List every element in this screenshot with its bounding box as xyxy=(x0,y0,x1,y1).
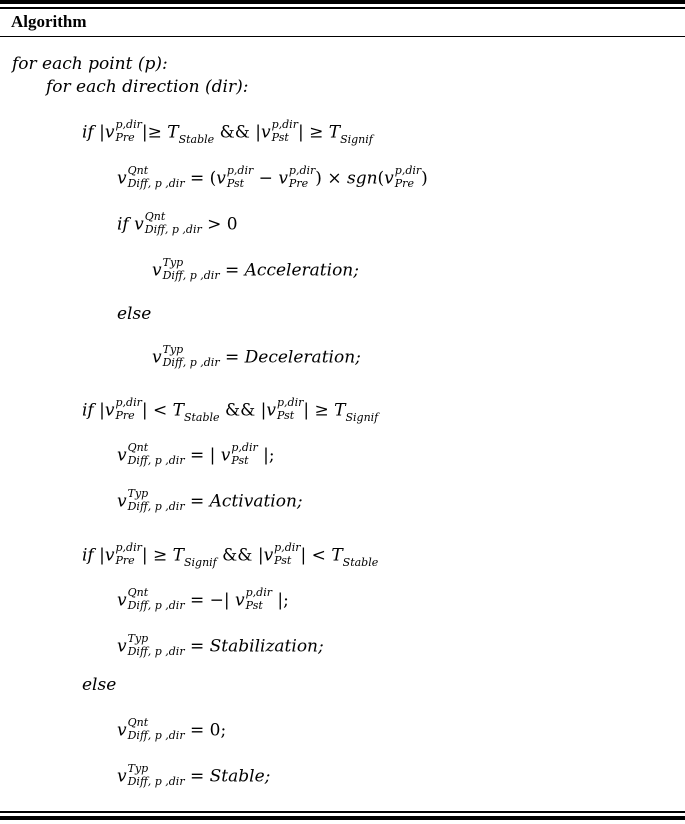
if-keyword: if xyxy=(117,214,129,235)
sub-pre: Pre xyxy=(115,409,135,422)
sup-typ: Typ xyxy=(162,343,184,356)
line-activation: v Typ Diff, p ,dir = Activation; xyxy=(117,487,303,513)
v-var: v xyxy=(235,590,245,611)
v-var: v xyxy=(117,491,127,512)
v-var: v xyxy=(104,122,115,143)
sup-pdir: p,dir xyxy=(226,164,254,177)
sub-pst: Pst xyxy=(271,131,289,144)
v-var: v xyxy=(384,168,394,189)
v-var: v xyxy=(134,214,144,235)
line-stabilization: v Typ Diff, p ,dir = Stabilization; xyxy=(117,632,324,658)
sup-qnt: Qnt xyxy=(127,716,149,729)
t-var: T xyxy=(334,400,346,421)
sub-signif: Signif xyxy=(183,555,217,569)
else-keyword: else xyxy=(117,304,152,324)
sub-diff: Diff, p ,dir xyxy=(127,645,185,658)
line-acceleration: v Typ Diff, p ,dir = Acceleration; xyxy=(152,256,359,282)
line-vdiff-qnt-1: v Qnt Diff, p ,dir = (v p,dir Pst − v p,dir Pre ) × sgn(v p,dir Pre ) xyxy=(117,164,428,190)
text-p: (p): xyxy=(137,54,168,74)
v-var: v xyxy=(260,122,271,143)
sup-typ: Typ xyxy=(127,487,149,500)
line-stable: v Typ Diff, p ,dir = Stable; xyxy=(117,762,271,788)
bottom-rule-thick xyxy=(0,816,685,820)
line-vdiff-qnt-3: v Qnt Diff, p ,dir = −| v p,dir Pst |; xyxy=(117,586,289,612)
sub-stable: Stable xyxy=(342,555,379,569)
t-var: T xyxy=(172,545,184,566)
sub-stable: Stable xyxy=(183,410,220,424)
v-var: v xyxy=(220,445,231,466)
sub-pst: Pst xyxy=(231,454,249,467)
line-deceleration: v Typ Diff, p ,dir = Deceleration; xyxy=(152,343,361,369)
sub-pst: Pst xyxy=(276,409,295,422)
v-var: v xyxy=(104,400,115,421)
sub-pst: Pst xyxy=(274,554,292,567)
v-var: v xyxy=(266,400,276,421)
sup-pdir: p,dir xyxy=(115,396,142,409)
line-vdiff-qnt-2: v Qnt Diff, p ,dir = | v p,dir Pst |; xyxy=(117,441,275,467)
bottom-rule-thin xyxy=(0,811,685,813)
v-var: v xyxy=(117,720,127,741)
v-var: v xyxy=(117,636,127,657)
sub-diff: Diff, p ,dir xyxy=(127,729,185,742)
sup-qnt: Qnt xyxy=(127,164,149,177)
and-op: && xyxy=(222,545,253,566)
sub-pre: Pre xyxy=(288,177,309,190)
sub-diff: Diff, p ,dir xyxy=(127,177,185,190)
sup-pdir: p,dir xyxy=(245,586,272,599)
v-var: v xyxy=(117,766,127,787)
sup-pdir: p,dir xyxy=(276,396,304,409)
sub-diff: Diff, p ,dir xyxy=(162,269,220,282)
sup-qnt: Qnt xyxy=(127,441,149,454)
sup-qnt: Qnt xyxy=(144,210,166,223)
sub-signif: Signif xyxy=(340,132,373,146)
sub-pre: Pre xyxy=(115,554,135,567)
sup-pdir: p,dir xyxy=(288,164,316,177)
sup-pdir: p,dir xyxy=(115,118,142,131)
sup-typ: Typ xyxy=(127,632,149,645)
if-keyword: if xyxy=(82,545,94,566)
sub-pre: Pre xyxy=(115,131,135,144)
sup-pdir: p,dir xyxy=(271,118,298,131)
sup-pdir: p,dir xyxy=(115,541,142,554)
line-else-1 xyxy=(117,306,151,323)
sup-typ: Typ xyxy=(127,762,149,775)
algorithm-title: Algorithm xyxy=(11,12,87,31)
top-rule-thick xyxy=(0,0,685,4)
sub-diff: Diff, p ,dir xyxy=(162,356,220,369)
line-if-qnt-positive: if v Qnt Diff, p ,dir > 0 xyxy=(117,210,238,236)
sup-pdir: p,dir xyxy=(394,164,422,177)
sub-pre: Pre xyxy=(394,177,414,190)
v-var: v xyxy=(152,260,162,281)
if-keyword: if xyxy=(82,400,94,421)
and-op: && xyxy=(219,122,250,143)
v-var: v xyxy=(263,545,274,566)
line-vdiff-qnt-4: v Qnt Diff, p ,dir = 0; xyxy=(117,716,227,742)
text-for-each-point: for each point xyxy=(12,54,133,74)
sup-pdir: p,dir xyxy=(231,441,258,454)
line-for-each-direction xyxy=(46,79,248,96)
deceleration-label: Deceleration; xyxy=(244,347,361,368)
v-var: v xyxy=(278,168,288,189)
top-rule-thin xyxy=(0,7,685,9)
t-var: T xyxy=(167,122,179,143)
line-for-each-point xyxy=(12,56,168,73)
stabilization-label: Stabilization; xyxy=(209,636,324,657)
v-var: v xyxy=(152,347,162,368)
sub-diff: Diff, p ,dir xyxy=(127,599,185,612)
sup-qnt: Qnt xyxy=(127,586,149,599)
text-for-each-direction: for each direction xyxy=(46,77,200,97)
if-keyword: if xyxy=(82,122,94,143)
t-var: T xyxy=(172,400,184,421)
sup-pdir: p,dir xyxy=(274,541,301,554)
t-var: T xyxy=(331,545,343,566)
title-underline xyxy=(0,36,685,37)
sub-pst: Pst xyxy=(245,599,263,612)
sub-signif: Signif xyxy=(345,410,379,424)
text-dir: (dir): xyxy=(205,77,249,97)
v-var: v xyxy=(117,168,127,189)
stable-label: Stable; xyxy=(209,766,271,787)
v-var: v xyxy=(104,545,115,566)
line-if-accel: if |v p,dir Pre |≥ $T_{Stable}$ && |v p,dir Pst | ≥ $T_{Signif}$ xyxy=(82,118,373,146)
v-var: v xyxy=(117,445,127,466)
line-else-2 xyxy=(82,677,116,694)
sub-diff: Diff, p ,dir xyxy=(127,500,185,513)
v-var: v xyxy=(117,590,127,611)
v-var: v xyxy=(216,168,226,189)
sgn-func: sgn xyxy=(346,168,378,189)
sub-diff: Diff, p ,dir xyxy=(144,223,202,236)
sub-pst: Pst xyxy=(226,177,245,190)
t-var: T xyxy=(328,122,341,143)
sub-stable: Stable xyxy=(178,132,215,146)
sub-diff: Diff, p ,dir xyxy=(127,454,185,467)
and-op: && xyxy=(224,400,256,421)
line-if-stabilization: if |v p,dir Pre | ≥ $T_{Signif}$ && |v p,dir Pst | < $T_{Stable}$ xyxy=(82,541,379,569)
line-if-activation: if |v p,dir Pre | < $T_{Stable}$ && |v p,dir Pst | ≥ $T_{Signif}$ xyxy=(82,396,379,424)
acceleration-label: Acceleration; xyxy=(244,260,359,281)
sub-diff: Diff, p ,dir xyxy=(127,775,185,788)
activation-label: Activation; xyxy=(209,491,303,512)
else-keyword: else xyxy=(82,675,117,695)
sup-typ: Typ xyxy=(162,256,184,269)
